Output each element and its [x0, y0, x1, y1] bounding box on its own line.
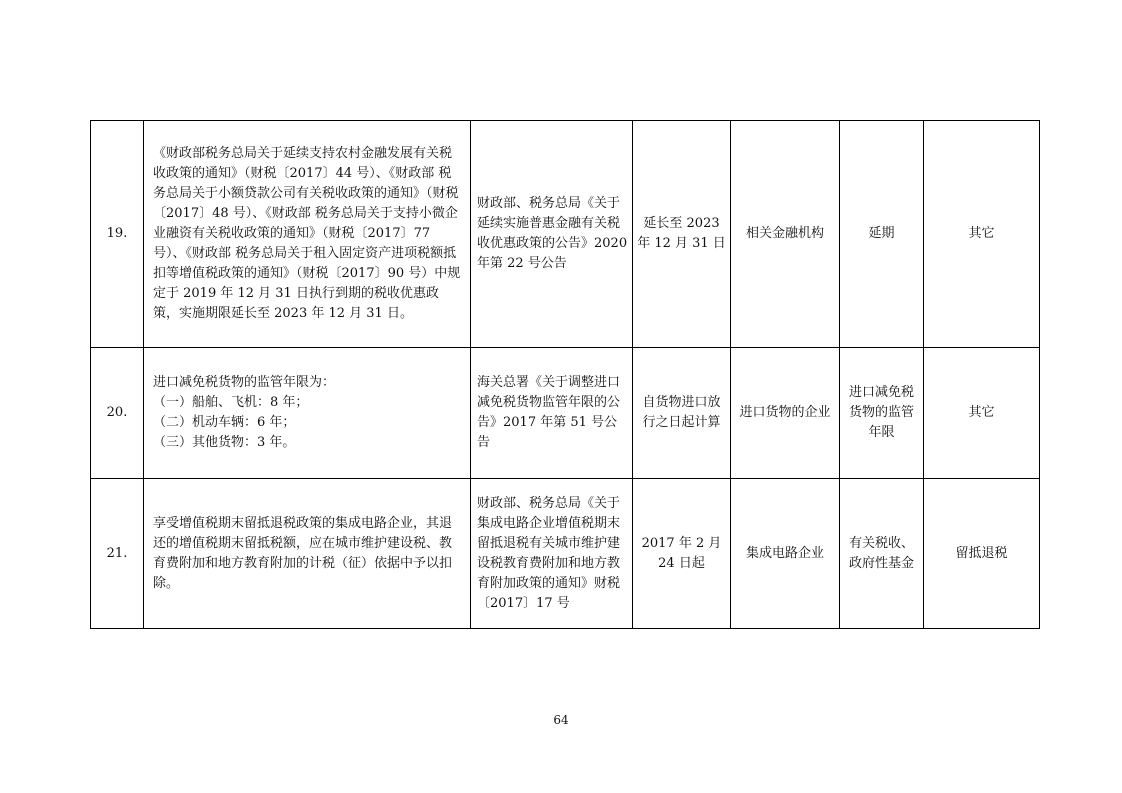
policy-description: 《财政部税务总局关于延续支持农村金融发展有关税收政策的通知》（财税〔2017〕44 号）、《财政部 税务总局关于小额贷款公司有关税收政策的通知》（财税〔2017〕48 号）、《财政部 税务总局关于支持小微企业融资有关税收政策的通知》（财税〔2017〕77 号）、《财政部 税务总局关于租入固定资产进项税额抵扣等增值税政策的通知》（财税〔2017〕90 号）中规定于 2019 年 12 月 31 日执行到期的税收优惠政策，实施期限延长至 2023 年 12 月 31 日。 [153, 146, 461, 321]
applicable-object-cell [731, 479, 840, 629]
description-line: 进口减免税货物的监管年限为： [153, 375, 336, 390]
policy-description-cell [144, 121, 471, 348]
applicable-object: 进口货物的企业 [739, 405, 831, 420]
category-cell [924, 479, 1040, 629]
policy-document: 海关总署《关于调整进口减免税货物监管年限的公告》2017 年第 51 号公告 [477, 375, 621, 450]
table-row [91, 348, 1040, 479]
category-cell [924, 121, 1040, 348]
preference-type: 有关税收、政府性基金 [848, 535, 914, 571]
description-line: （一）船舶、飞机：8 年； [153, 395, 309, 410]
applicable-object-cell [731, 121, 840, 348]
policy-table [90, 120, 1040, 629]
applicable-object: 集成电路企业 [745, 545, 824, 561]
policy-description [144, 373, 470, 453]
applicable-object: 相关金融机构 [745, 226, 824, 241]
category: 其它 [968, 226, 995, 241]
policy-document: 财政部、税务总局《关于延续实施普惠金融有关税收优惠政策的公告》2020 年第 22 号公告 [477, 196, 628, 271]
policy-document-cell [471, 121, 633, 348]
effective-date: 自货物进口放行之日起计算 [642, 395, 721, 430]
category-cell [924, 348, 1040, 479]
applicable-object-cell [731, 348, 840, 479]
policy-description-cell [144, 348, 471, 479]
table-row [91, 479, 1040, 629]
category: 留抵退税 [955, 545, 1008, 561]
page-number: 64 [553, 713, 569, 727]
description-line: （三）其他货物：3 年。 [153, 435, 296, 450]
policy-description-cell [144, 479, 471, 629]
description-line: （二）机动车辆：6 年； [153, 415, 296, 430]
row-number-cell [91, 121, 144, 348]
category: 其它 [968, 405, 995, 420]
effective-date-cell [633, 121, 731, 348]
row-number-cell [91, 479, 144, 629]
effective-date: 2017 年 2 月 24 日起 [641, 535, 722, 571]
preference-type-cell [840, 121, 924, 348]
effective-date: 延长至 2023 年 12 月 31 日 [637, 216, 726, 251]
row-number: 21. [106, 545, 128, 561]
row-number: 20. [106, 405, 128, 420]
effective-date-cell [633, 479, 731, 629]
preference-type: 延期 [868, 226, 895, 241]
policy-description: 享受增值税期末留抵退税政策的集成电路企业，其退还的增值税期末留抵税额，应在城市维护建设税、教育费附加和地方教育附加的计税（征）依据中予以扣除。 [153, 515, 453, 591]
table-row [91, 121, 1040, 348]
preference-type-cell [840, 479, 924, 629]
policy-document-cell [471, 348, 633, 479]
effective-date-cell [633, 348, 731, 479]
row-number: 19. [106, 226, 128, 241]
policy-document: 财政部、税务总局《关于集成电路企业增值税期末留抵退税有关城市维护建设税教育费附加和地方教育附加政策的通知》财税〔2017〕17 号 [477, 495, 621, 611]
policy-document-cell [471, 479, 633, 629]
row-number-cell [91, 348, 144, 479]
preference-type-cell [840, 348, 924, 479]
preference-type: 进口减免税货物的监管年限 [848, 385, 914, 440]
